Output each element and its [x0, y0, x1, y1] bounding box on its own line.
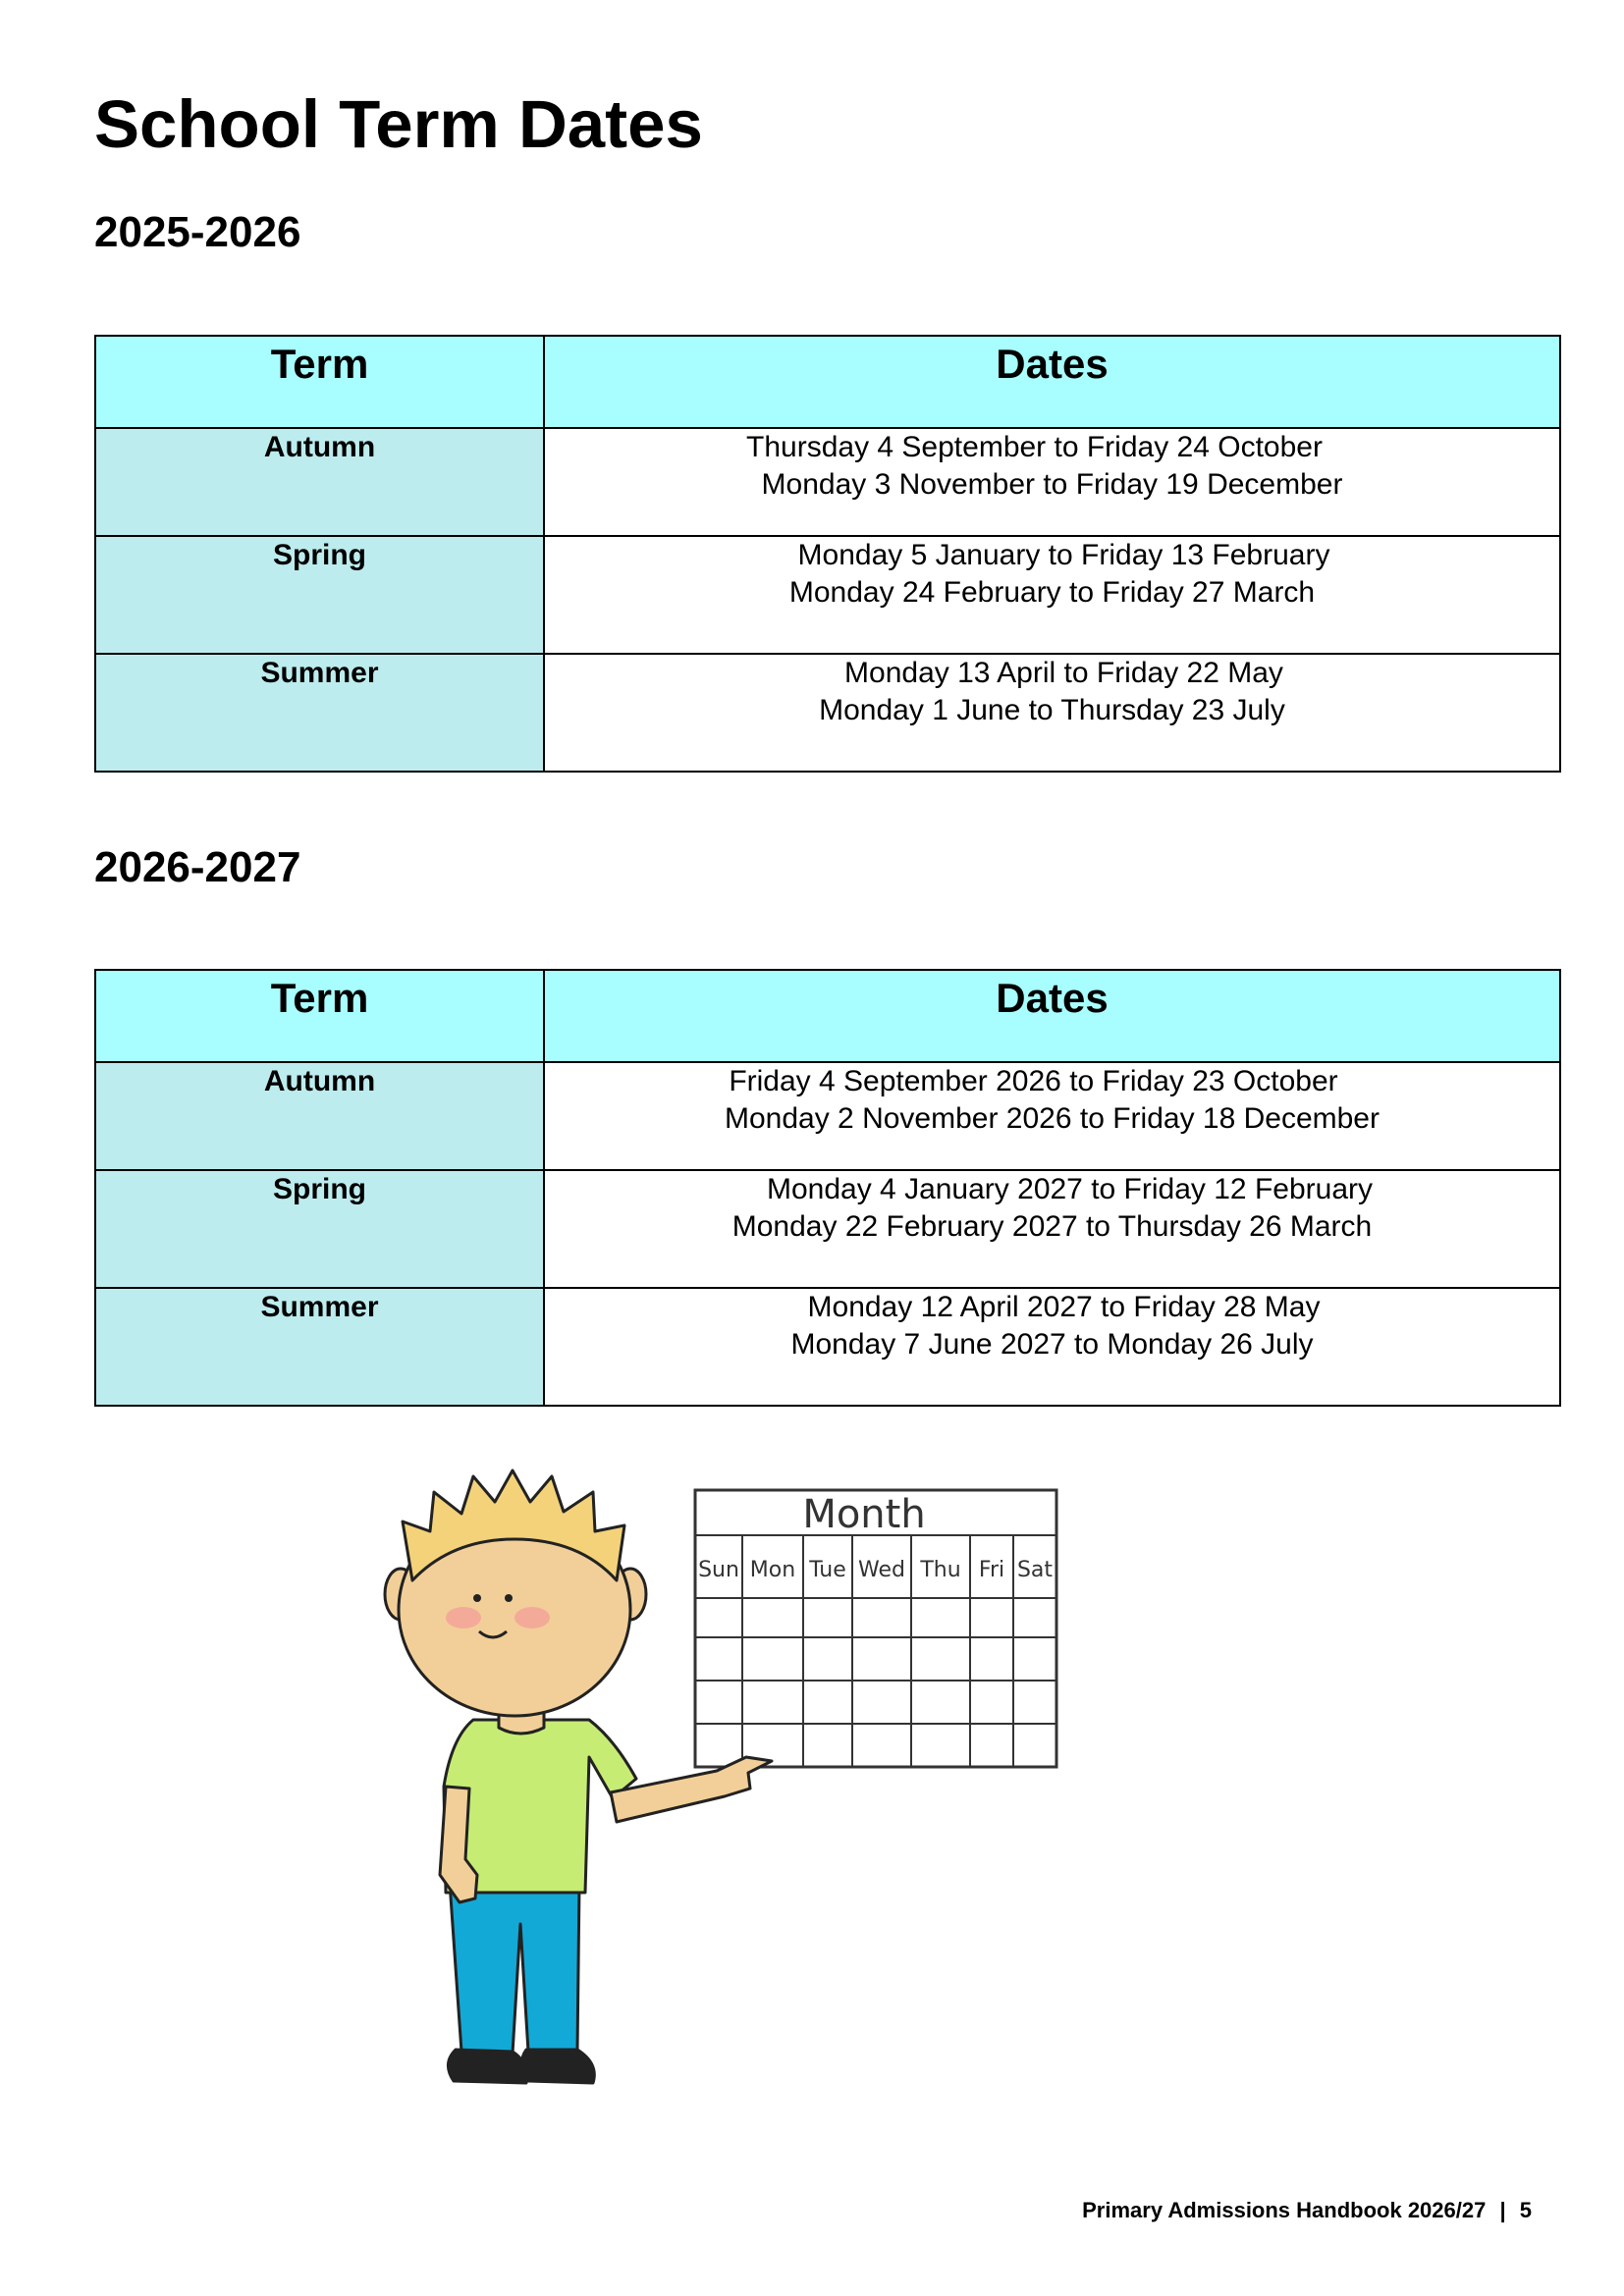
term-name: Autumn: [95, 1062, 544, 1170]
date-range: Monday 13 April to Friday 22 May: [844, 657, 1283, 689]
term-column-header: Term: [95, 336, 544, 428]
term-dates-table-2025-2026: [94, 335, 1561, 773]
date-range: Friday 4 September 2026 to Friday 23 October: [729, 1065, 1338, 1097]
date-range: Monday 1 June to Thursday 23 July: [819, 694, 1285, 726]
calendar-icon: [695, 1490, 1056, 1767]
date-range: Monday 4 January 2027 to Friday 12 February: [766, 1173, 1373, 1205]
page-number: 5: [1519, 2198, 1532, 2222]
term-dates: [544, 1170, 1560, 1288]
weekday-label: Thu: [920, 1558, 961, 1582]
date-range: Thursday 4 September to Friday 24 October: [746, 431, 1323, 463]
term-name: Summer: [95, 654, 544, 772]
footer-title: Primary Admissions Handbook 2026/27: [1082, 2198, 1487, 2222]
term-column-header: Term: [95, 970, 544, 1062]
table-row: [95, 428, 1560, 536]
weekday-label: Wed: [858, 1558, 905, 1582]
boy-calendar-illustration: [383, 1463, 1070, 2130]
date-range: Monday 3 November to Friday 19 December: [761, 468, 1343, 501]
table-row: [95, 1288, 1560, 1406]
term-dates: [544, 1288, 1560, 1406]
date-range: Monday 24 February to Friday 27 March: [788, 576, 1316, 609]
table-row: [95, 536, 1560, 654]
page-footer: [1082, 2198, 1532, 2223]
term-dates-table-2026-2027: [94, 969, 1561, 1407]
date-range: Monday 2 November 2026 to Friday 18 December: [724, 1102, 1380, 1135]
date-range: Monday 7 June 2027 to Monday 26 July: [790, 1328, 1314, 1361]
term-name: Summer: [95, 1288, 544, 1406]
table-row: [95, 654, 1560, 772]
year-heading-2026-2027: 2026-2027: [94, 843, 301, 891]
date-range: Monday 5 January to Friday 13 February: [797, 539, 1330, 571]
term-name: Autumn: [95, 428, 544, 536]
dates-column-header: Dates: [544, 970, 1560, 1062]
dates-column-header: Dates: [544, 336, 1560, 428]
weekday-label: Mon: [749, 1558, 796, 1582]
term-dates: [544, 536, 1560, 654]
table-header-row: [95, 336, 1560, 428]
term-dates: [544, 428, 1560, 536]
date-range: Monday 12 April 2027 to Friday 28 May: [807, 1291, 1321, 1323]
term-dates: [544, 1062, 1560, 1170]
term-name: Spring: [95, 536, 544, 654]
weekday-label: Sun: [698, 1558, 739, 1582]
term-name: Spring: [95, 1170, 544, 1288]
year-heading-2025-2026: 2025-2026: [94, 208, 301, 256]
weekday-label: Fri: [978, 1558, 1005, 1582]
table-row: [95, 1170, 1560, 1288]
footer-separator: |: [1499, 2198, 1506, 2222]
table-row: [95, 1062, 1560, 1170]
weekday-label: Sat: [1016, 1558, 1054, 1582]
term-dates: [544, 654, 1560, 772]
table-header-row: [95, 970, 1560, 1062]
date-range: Monday 22 February 2027 to Thursday 26 March: [731, 1210, 1373, 1243]
page-title: School Term Dates: [94, 86, 703, 162]
calendar-title: Month: [802, 1492, 926, 1537]
weekday-label: Tue: [809, 1558, 846, 1582]
